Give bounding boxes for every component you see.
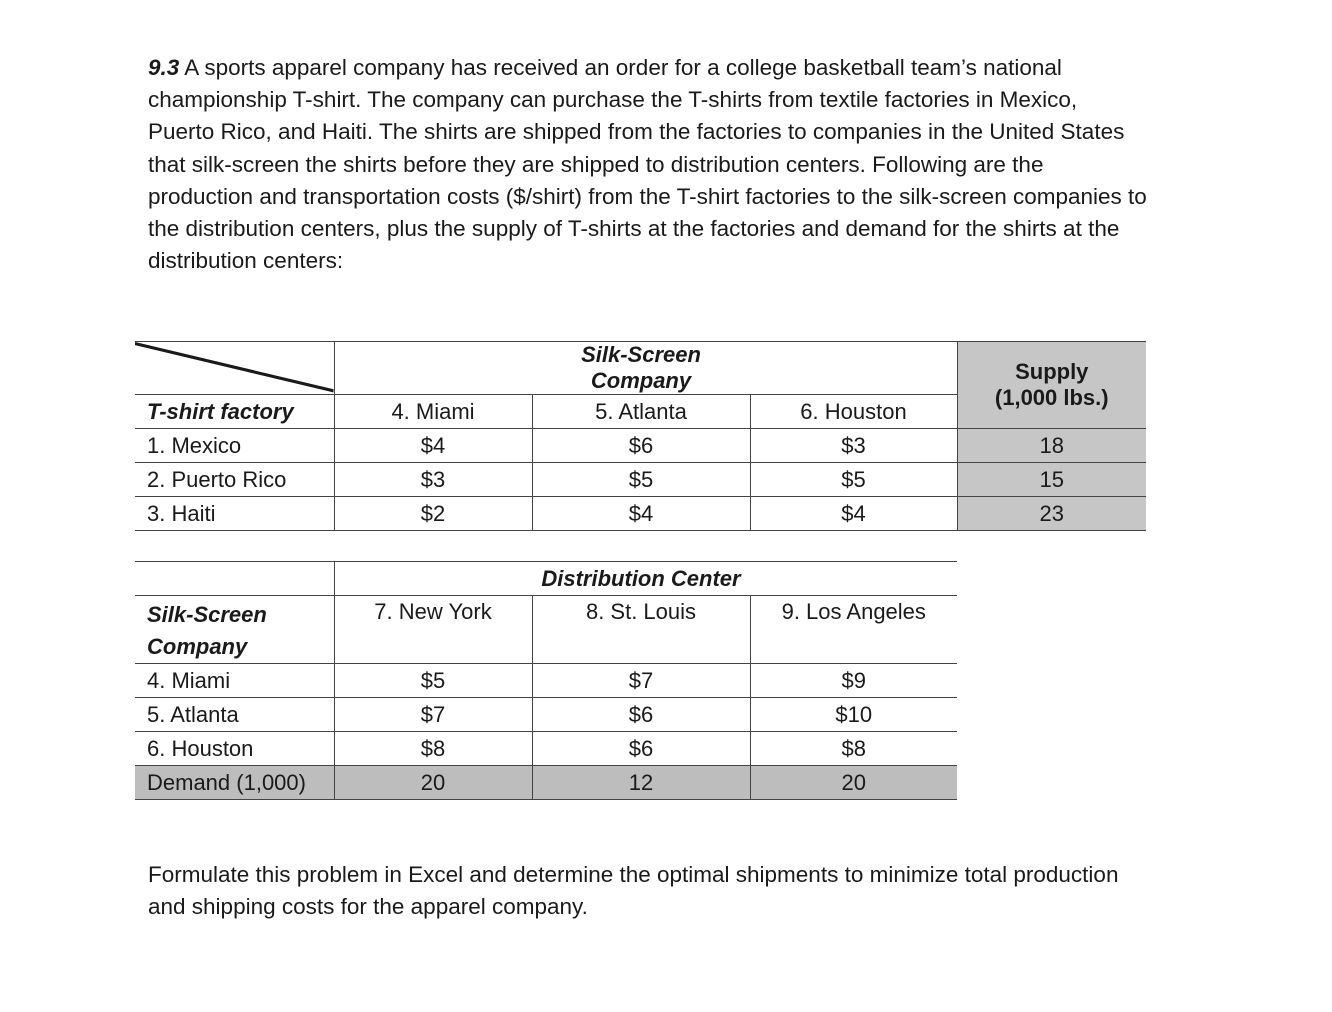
diagonal-line — [135, 342, 334, 394]
demand-label: Demand (1,000) — [135, 766, 334, 800]
demand-cell: 20 — [750, 766, 957, 800]
demand-row — [135, 766, 957, 800]
cost-cell: $7 — [532, 664, 750, 698]
cost-cell: $8 — [750, 732, 957, 766]
col-header: 9. Los Angeles — [750, 596, 957, 664]
row-label: 3. Haiti — [135, 497, 334, 531]
row-header-line1: Silk-Screen — [147, 602, 267, 627]
col-header: 8. St. Louis — [532, 596, 750, 664]
group-header-distribution: Distribution Center — [532, 562, 750, 596]
cost-cell: $9 — [750, 664, 957, 698]
diagonal-corner-cell — [135, 342, 334, 395]
cost-cell: $5 — [532, 463, 750, 497]
cost-cell: $3 — [750, 429, 957, 463]
cost-cell: $2 — [334, 497, 532, 531]
cost-cell: $4 — [334, 429, 532, 463]
row-label: 4. Miami — [135, 664, 334, 698]
problem-text: A sports apparel company has received an order for a college basketball team’s national championship T-shirt. The company can purchase the T-shirts from textile factories in Mexico, Puerto Rico, and Haiti. The shirts are shipped from the factories to companies in the United States that silk-screen the shirts before they are shipped to distribution centers. Following are the production and transportation costs ($/shirt) from the T-shirt factories to the silk-screen companies to the distribution centers, plus the supply of T-shirts at the factories and demand for the shirts at the distribution centers: — [148, 55, 1147, 274]
row-header-factory: T-shirt factory — [135, 395, 334, 429]
supply-header-line2: (1,000 lbs.) — [994, 385, 1109, 410]
supply-cell: 23 — [957, 497, 1146, 531]
closing-instruction: Formulate this problem in Excel and determine the optimal shipments to minimize total production and shipping costs for the apparel company. — [148, 862, 1119, 920]
cost-cell: $6 — [532, 698, 750, 732]
cost-cell: $10 — [750, 698, 957, 732]
row-label: 2. Puerto Rico — [135, 463, 334, 497]
cost-cell: $3 — [334, 463, 532, 497]
row-header-silkscreen — [135, 596, 334, 664]
table-row — [135, 497, 1146, 531]
table-row — [135, 698, 957, 732]
col-header: 7. New York — [334, 596, 532, 664]
problem-number: 9.3 — [148, 55, 180, 80]
cost-cell: $5 — [334, 664, 532, 698]
table-row — [135, 664, 957, 698]
table-row — [135, 463, 1146, 497]
col-header: 4. Miami — [334, 395, 532, 429]
supply-header — [957, 342, 1146, 429]
cost-cell: $6 — [532, 429, 750, 463]
col-header: 5. Atlanta — [532, 395, 750, 429]
silkscreen-to-distribution-table — [135, 561, 957, 800]
demand-cell: 12 — [532, 766, 750, 800]
demand-cell: 20 — [334, 766, 532, 800]
cost-cell: $4 — [532, 497, 750, 531]
col-header: 6. Houston — [750, 395, 957, 429]
supply-header-line1: Supply — [1015, 359, 1089, 384]
cost-cell: $7 — [334, 698, 532, 732]
problem-statement — [148, 52, 1148, 277]
cost-cell: $5 — [750, 463, 957, 497]
group-header-silkscreen: Silk-Screen Company — [532, 342, 750, 395]
row-label: 6. Houston — [135, 732, 334, 766]
factory-to-silkscreen-table — [135, 341, 1146, 531]
table-row — [135, 429, 1146, 463]
table-row — [135, 732, 957, 766]
supply-cell: 15 — [957, 463, 1146, 497]
supply-cell: 18 — [957, 429, 1146, 463]
cost-cell: $8 — [334, 732, 532, 766]
row-header-line2: Company — [147, 634, 248, 659]
cost-cell: $4 — [750, 497, 957, 531]
row-label: 1. Mexico — [135, 429, 334, 463]
cost-cell: $6 — [532, 732, 750, 766]
row-label: 5. Atlanta — [135, 698, 334, 732]
